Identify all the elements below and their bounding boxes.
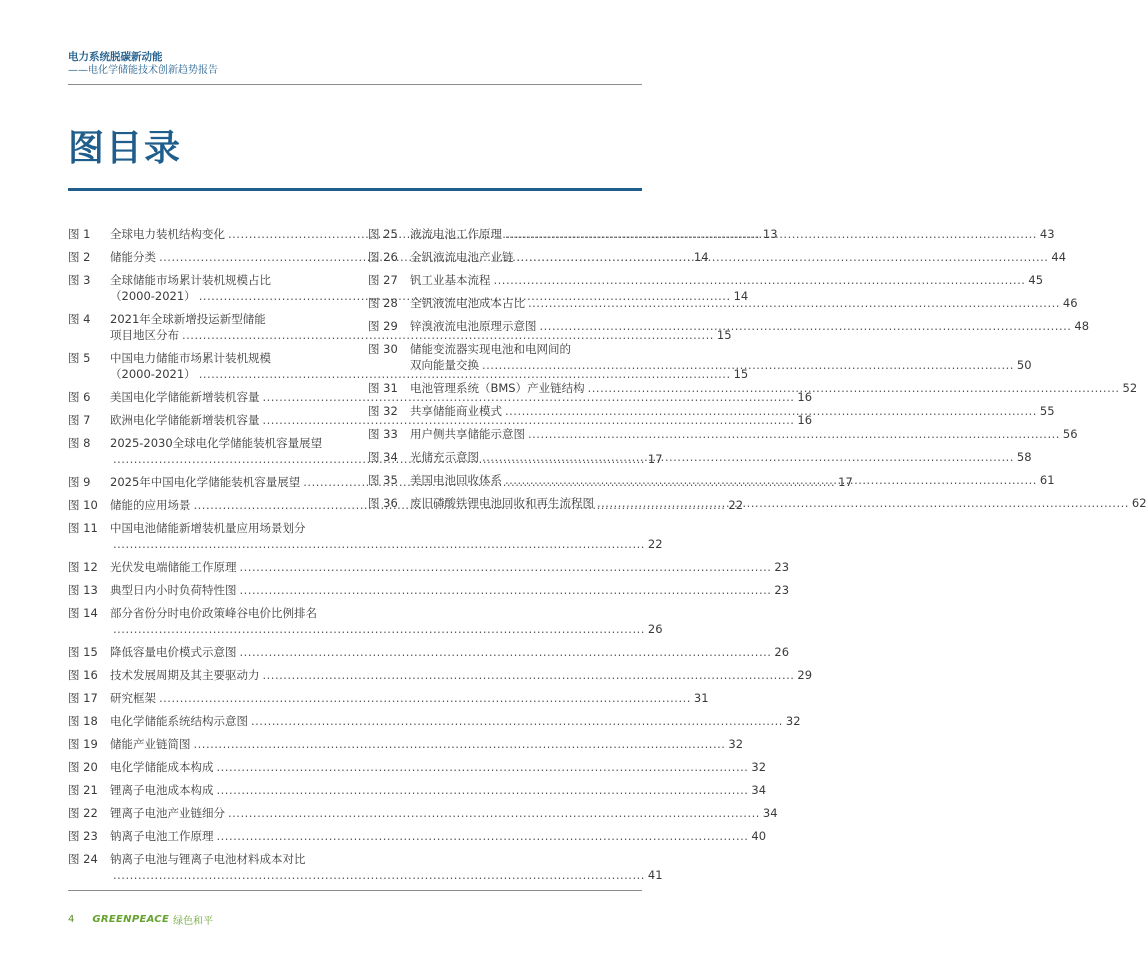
figure-number: 图 35: [368, 473, 398, 487]
figure-caption: 锂离子电池产业链细分: [110, 806, 225, 820]
figure-number: 图 28: [368, 296, 398, 310]
title-divider: [68, 188, 642, 191]
page-ref: 50: [1016, 358, 1032, 372]
page-ref: 45: [1028, 273, 1044, 287]
figure-number: 图 10: [68, 498, 98, 512]
logo-text-en: GREENPEACE: [92, 914, 170, 925]
leader-dots: [494, 272, 1026, 288]
figure-number: 图 25: [368, 227, 398, 241]
report-subtitle: ——电化学储能技术创新趋势报告: [68, 65, 218, 76]
leader-dots: [217, 828, 749, 844]
figure-caption: 技术发展周期及其主要驱动力: [110, 668, 260, 682]
page-ref: 44: [1051, 250, 1067, 264]
page-ref: 41: [647, 868, 663, 882]
page-ref: 62: [1131, 496, 1147, 510]
leader-dots: [217, 759, 749, 775]
figure-caption: 光储充示意图: [410, 450, 479, 464]
leader-dots: [228, 805, 760, 821]
page-ref: 52: [1122, 381, 1138, 395]
toc-entry[interactable]: [68, 412, 813, 428]
greenpeace-logo: [92, 912, 213, 927]
figure-caption: 全钒液流电池产业链: [410, 250, 514, 264]
figure-number: 图 30: [368, 342, 398, 356]
figure-number: 图 34: [368, 450, 398, 464]
page-title: 图目录: [68, 128, 183, 169]
figure-caption: （2000-2021）: [110, 367, 196, 381]
leader-dots: [505, 472, 1037, 488]
toc-entry[interactable]: [68, 690, 709, 706]
toc-entry[interactable]: [68, 736, 744, 752]
figure-caption: 美国电池回收体系: [410, 473, 502, 487]
toc-entry[interactable]: [68, 782, 767, 798]
page-ref: 23: [774, 560, 790, 574]
figure-caption: 全球储能市场累计装机规模占比: [110, 273, 271, 287]
leader-dots: [528, 295, 1060, 311]
figure-caption: 2025-2030全球电化学储能装机容量展望: [110, 436, 323, 450]
figure-number: 图 9: [68, 475, 91, 489]
toc-entry[interactable]: [368, 426, 1078, 442]
figure-caption: 美国电化学储能新增装机容量: [110, 390, 260, 404]
toc-entry[interactable]: [68, 389, 813, 405]
page-ref: 48: [1074, 319, 1090, 333]
figure-number: 图 5: [68, 351, 91, 365]
header-divider: [68, 84, 642, 85]
page-ref: 17: [838, 475, 853, 489]
figure-caption: 项目地区分布: [110, 328, 179, 342]
toc-entry[interactable]: [368, 380, 1138, 396]
leader-dots: [540, 318, 1072, 334]
figure-number: 图 13: [68, 583, 98, 597]
page-ref: 22: [728, 498, 744, 512]
figure-caption: 电池管理系统（BMS）产业链结构: [410, 381, 585, 395]
page-ref: 13: [762, 227, 778, 241]
figure-number: 图 16: [68, 668, 98, 682]
figure-number: 图 11: [68, 521, 98, 535]
page-ref: 16: [797, 390, 813, 404]
page-ref: 29: [797, 668, 813, 682]
toc-entry[interactable]: [68, 805, 778, 821]
figure-number: 图 24: [68, 852, 98, 866]
figure-caption: 中国电池储能新增装机量应用场景划分: [110, 521, 306, 535]
leader-dots: [217, 782, 749, 798]
figure-number: 图 19: [68, 737, 98, 751]
figure-caption: 用户侧共享储能示意图: [410, 427, 525, 441]
figure-caption: 光伏发电端储能工作原理: [110, 560, 237, 574]
toc-entry[interactable]: [68, 559, 790, 575]
figure-caption: 部分省份分时电价政策峰谷电价比例排名: [110, 606, 317, 620]
figure-number: 图 18: [68, 714, 98, 728]
leader-dots: [482, 449, 1014, 465]
toc-entry[interactable]: [68, 644, 790, 660]
leader-dots: [528, 426, 1060, 442]
figure-caption: 储能分类: [110, 250, 156, 264]
figure-caption: 锂离子电池成本构成: [110, 783, 214, 797]
leader-dots: [505, 403, 1037, 419]
leader-dots: [159, 690, 691, 706]
leader-dots: [251, 713, 783, 729]
page-ref: 15: [733, 367, 749, 381]
figure-caption: 电化学储能系统结构示意图: [110, 714, 248, 728]
figure-caption: 降低容量电价模式示意图: [110, 645, 237, 659]
figure-caption: （2000-2021）: [110, 289, 196, 303]
figure-number: 图 29: [368, 319, 398, 333]
page-ref: 26: [647, 622, 663, 636]
figure-number: 图 20: [68, 760, 98, 774]
toc-entry[interactable]: [68, 851, 663, 883]
leader-dots: [505, 226, 1037, 242]
page-ref: 31: [693, 691, 709, 705]
leader-dots: [240, 559, 772, 575]
figure-caption: 共享储能商业模式: [410, 404, 502, 418]
page-ref: 26: [774, 645, 790, 659]
figure-number: 图 4: [68, 312, 91, 326]
figure-number: 图 36: [368, 496, 398, 510]
figure-number: 图 22: [68, 806, 98, 820]
leader-dots: [517, 249, 1049, 265]
figure-number: 图 8: [68, 436, 91, 450]
figure-caption: 典型日内小时负荷特性图: [110, 583, 237, 597]
toc-entry[interactable]: [68, 828, 767, 844]
leader-dots: [240, 644, 772, 660]
figure-caption: 钠离子电池与锂离子电池材料成本对比: [110, 852, 306, 866]
page-ref: 32: [785, 714, 801, 728]
figure-number: 图 6: [68, 390, 91, 404]
page-ref: 46: [1062, 296, 1078, 310]
figure-number: 图 27: [368, 273, 398, 287]
leader-dots: [113, 867, 645, 883]
toc-entry[interactable]: [368, 318, 1090, 334]
figure-caption: 欧洲电化学储能新增装机容量: [110, 413, 260, 427]
leader-dots: [588, 380, 1120, 396]
figure-number: 图 2: [68, 250, 91, 264]
leader-dots: [597, 495, 1129, 511]
toc-entry[interactable]: [368, 272, 1044, 288]
report-title: 电力系统脱碳新动能: [68, 51, 163, 63]
logo-text-cn: 绿色和平: [173, 916, 214, 927]
figure-number: 图 21: [68, 783, 98, 797]
toc-entry[interactable]: [368, 403, 1055, 419]
figure-caption: 中国电力储能市场累计装机规模: [110, 351, 271, 365]
page-ref: 40: [751, 829, 767, 843]
page-ref: 23: [774, 583, 790, 597]
page-ref: 55: [1039, 404, 1055, 418]
toc-entry[interactable]: [68, 667, 813, 683]
figure-number: 图 26: [368, 250, 398, 264]
page-ref: 56: [1062, 427, 1078, 441]
figure-caption: 2025年中国电化学储能装机容量展望: [110, 475, 301, 489]
figure-number: 图 7: [68, 413, 91, 427]
page-ref: 34: [762, 806, 778, 820]
page-number: 4: [68, 914, 75, 925]
page-ref: 17: [647, 452, 663, 466]
page-ref: 61: [1039, 473, 1055, 487]
figure-caption: 钠离子电池工作原理: [110, 829, 214, 843]
figure-caption: 全钒液流电池成本占比: [410, 296, 525, 310]
toc-entry[interactable]: [68, 582, 790, 598]
toc-entry[interactable]: [68, 759, 767, 775]
figure-number: 图 33: [368, 427, 398, 441]
figure-caption: 液流电池工作原理: [410, 227, 502, 241]
figure-number: 图 15: [68, 645, 98, 659]
toc-entry[interactable]: [368, 341, 1032, 373]
figure-caption: 钒工业基本流程: [410, 273, 491, 287]
figure-number: 图 14: [68, 606, 98, 620]
page-ref: 34: [751, 783, 767, 797]
running-header: [68, 50, 642, 78]
figure-caption: 双向能量交换: [410, 358, 479, 372]
leader-dots: [113, 536, 645, 552]
page-ref: 32: [751, 760, 767, 774]
page-ref: 14: [733, 289, 749, 303]
page-ref: 43: [1039, 227, 1055, 241]
figure-number: 图 32: [368, 404, 398, 418]
leader-dots: [263, 667, 795, 683]
figure-caption: 研究框架: [110, 691, 156, 705]
figure-caption: 储能的应用场景: [110, 498, 191, 512]
figure-caption: 储能变流器实现电池和电网间的: [410, 342, 571, 356]
page-ref: 16: [797, 413, 813, 427]
page-ref: 22: [647, 537, 663, 551]
figure-number: 图 17: [68, 691, 98, 705]
figure-number: 图 31: [368, 381, 398, 395]
footer-divider: [68, 890, 642, 891]
figure-number: 图 1: [68, 227, 91, 241]
figure-caption: 锌溴液流电池原理示意图: [410, 319, 537, 333]
leader-dots: [240, 582, 772, 598]
page-ref: 15: [716, 328, 732, 342]
toc-entry[interactable]: [68, 713, 801, 729]
leader-dots: [482, 357, 1014, 373]
figure-caption: 全球电力装机结构变化: [110, 227, 225, 241]
figure-number: 图 12: [68, 560, 98, 574]
leader-dots: [113, 621, 645, 637]
figure-number: 图 23: [68, 829, 98, 843]
page-ref: 32: [728, 737, 744, 751]
page-ref: 14: [693, 250, 709, 264]
figure-caption: 废旧磷酸铁锂电池回收和再生流程图: [410, 496, 594, 510]
figure-caption: 电化学储能成本构成: [110, 760, 214, 774]
leader-dots: [194, 736, 726, 752]
toc-entry[interactable]: [68, 520, 663, 552]
figure-caption: 储能产业链简图: [110, 737, 191, 751]
page-ref: 58: [1016, 450, 1032, 464]
figure-caption: 2021年全球新增投运新型储能: [110, 312, 266, 326]
page-footer: [68, 912, 213, 927]
figure-number: 图 3: [68, 273, 91, 287]
toc-entry[interactable]: [68, 605, 663, 637]
